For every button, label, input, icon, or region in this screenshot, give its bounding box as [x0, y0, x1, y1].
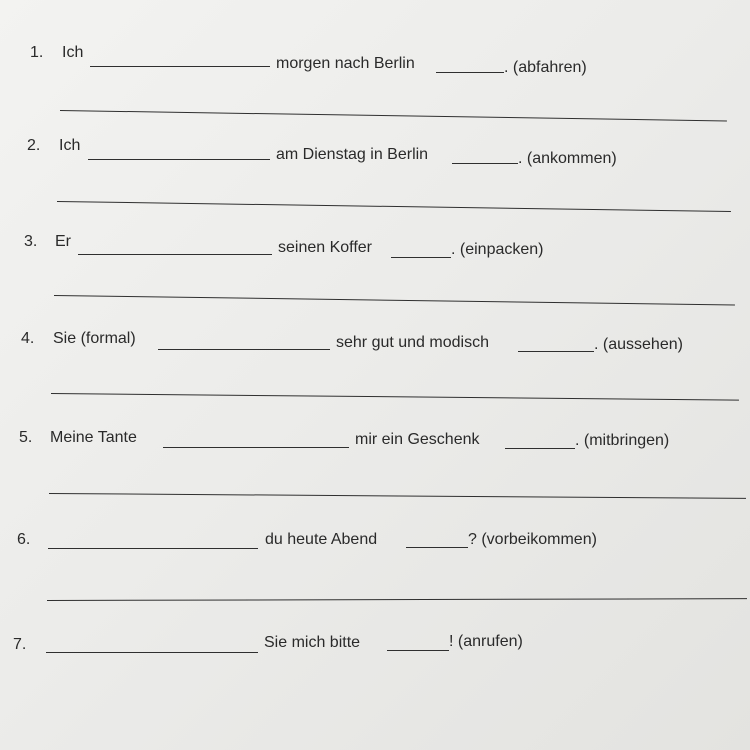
exercise-end-text: . (aussehen) [594, 336, 683, 353]
verb-blank[interactable] [46, 652, 258, 653]
verb-blank[interactable] [158, 349, 330, 350]
answer-line[interactable] [49, 493, 746, 499]
exercise-number: 4. [21, 330, 35, 347]
exercise-middle-text: seinen Koffer [278, 239, 372, 256]
exercise-subject: Meine Tante [50, 429, 137, 446]
exercise-end-text: ? (vorbeikommen) [468, 531, 597, 548]
exercise-subject: Er [55, 233, 71, 250]
exercise-number: 6. [17, 531, 31, 548]
exercise-middle-text: am Dienstag in Berlin [276, 146, 429, 163]
exercise-number: 1. [30, 44, 44, 61]
exercise-end-text: . (einpacken) [451, 241, 544, 258]
prefix-blank[interactable] [505, 448, 575, 449]
prefix-blank[interactable] [518, 351, 594, 352]
exercise-subject: Sie (formal) [53, 330, 136, 347]
answer-line[interactable] [47, 598, 747, 601]
answer-line[interactable] [54, 295, 735, 306]
exercise-number: 3. [24, 233, 38, 250]
prefix-blank[interactable] [406, 547, 468, 548]
prefix-blank[interactable] [452, 163, 518, 164]
verb-blank[interactable] [163, 447, 349, 448]
exercise-middle-text: Sie mich bitte [264, 634, 361, 651]
exercise-subject: Ich [62, 44, 84, 61]
exercise-number: 2. [27, 137, 41, 154]
exercise-middle-text: du heute Abend [265, 531, 378, 548]
answer-line[interactable] [60, 110, 727, 121]
answer-line[interactable] [51, 393, 739, 401]
prefix-blank[interactable] [387, 650, 449, 651]
exercise-middle-text: morgen nach Berlin [276, 55, 415, 72]
exercise-number: 5. [19, 429, 33, 446]
exercise-end-text: . (abfahren) [504, 59, 587, 76]
answer-line[interactable] [57, 201, 731, 212]
exercise-end-text: ! (anrufen) [449, 633, 523, 650]
verb-blank[interactable] [48, 548, 258, 549]
verb-blank[interactable] [78, 254, 272, 255]
exercise-subject: Ich [59, 137, 81, 154]
verb-blank[interactable] [88, 159, 270, 160]
exercise-end-text: . (ankommen) [518, 150, 617, 167]
exercise-number: 7. [13, 636, 27, 653]
exercise-middle-text: mir ein Geschenk [355, 431, 480, 448]
exercise-middle-text: sehr gut und modisch [336, 334, 489, 351]
prefix-blank[interactable] [391, 257, 451, 258]
exercise-end-text: . (mitbringen) [575, 432, 670, 449]
